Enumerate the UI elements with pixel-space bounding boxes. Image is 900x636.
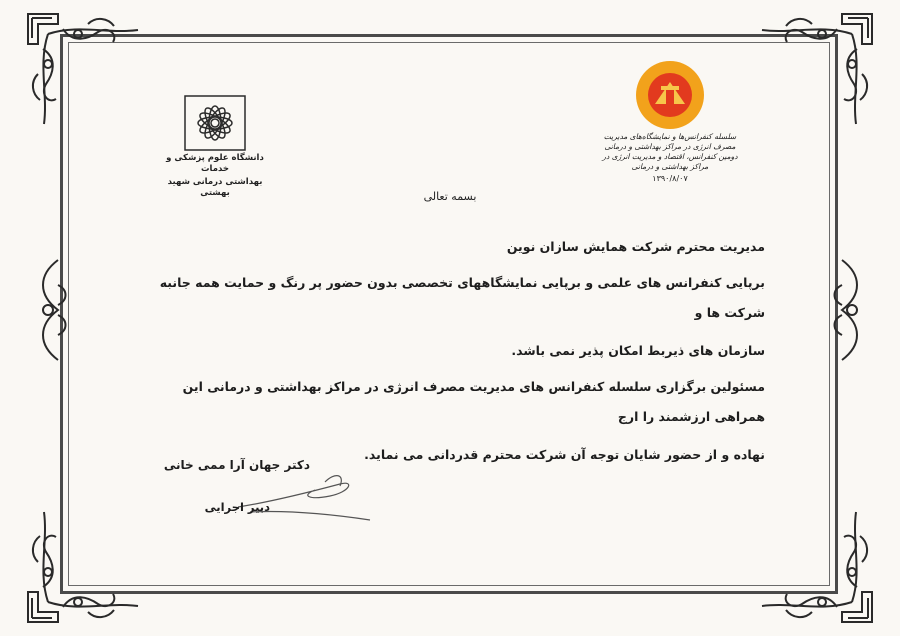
paragraph-1-line-1: برپایی کنفرانس های علمی و برپایی نمایشگاههای تخصصی بدون حضور پر رنگ و حمایت همه جانبه شرکت ها و	[159, 275, 765, 320]
signer-name: دکتر جهان آرا ممی خانی	[163, 458, 310, 472]
university-logo	[160, 95, 270, 199]
letter-body	[135, 232, 765, 470]
side-ornament-icon	[18, 255, 78, 365]
paragraph-2-line-2: نهاده و از حضور شایان توجه آن شرکت محترم قدردانی می نماید.	[364, 447, 765, 462]
university-name-line1: دانشگاه علوم پزشکی و خدمات	[166, 153, 264, 174]
conference-series-title: سلسله کنفرانس‌ها و نمایشگاه‌های مدیریت مصرف انرژی در مراکز بهداشتی و درمانی	[603, 132, 737, 151]
handwritten-signature-icon	[230, 462, 380, 532]
conference-logo	[600, 58, 740, 183]
conference-edition-title: دومین کنفرانس، اقتصاد و مدیریت انرژی در مراکز بهداشتی و درمانی	[602, 152, 738, 171]
university-name-line2: بهداشتی درمانی شهید بهشتی	[167, 177, 263, 198]
recipient-line: مدیریت محترم شرکت همایش سازان نوین	[506, 239, 765, 254]
lotus-emblem-icon	[184, 95, 246, 151]
paragraph-1-line-2: سازمان های ذیربط امکان پذیر نمی باشد.	[511, 343, 765, 358]
corner-ornament-icon	[752, 4, 882, 134]
conference-sun-logo-icon	[633, 58, 707, 132]
signer-role: دبیر اجرایی	[204, 500, 270, 514]
side-ornament-icon	[822, 255, 882, 365]
corner-ornament-icon	[18, 502, 148, 632]
corner-ornament-icon	[752, 502, 882, 632]
invocation-heading: بسمه تعالی	[423, 190, 477, 203]
letter-date: ۱۳۹۰/۸/۰۷	[652, 174, 688, 183]
corner-ornament-icon	[18, 4, 148, 134]
paragraph-2-line-1: مسئولین برگزاری سلسله کنفرانس های مدیریت مصرف انرژی در مراکز بهداشتی و درمانی این همراهی ارزشمند را ارج	[182, 379, 765, 424]
